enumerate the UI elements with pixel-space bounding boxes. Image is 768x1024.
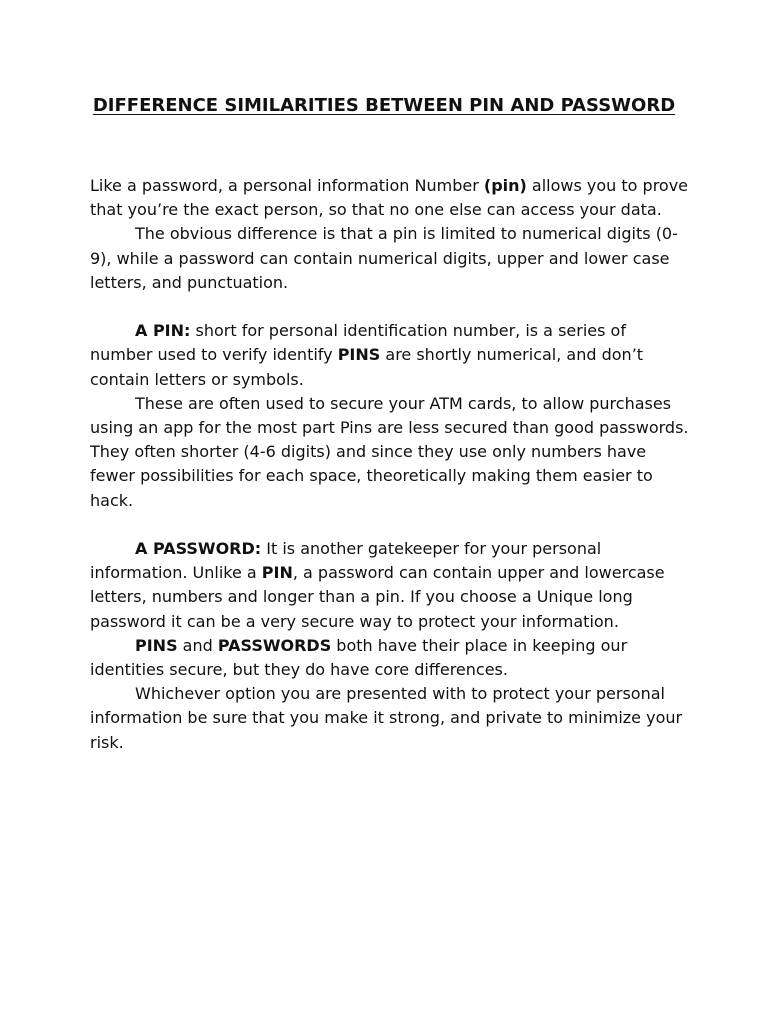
password-definition-text-2: , a password can contain upper and lowercase letters, numbers and longer than a pin. If you choose a Unique long password it can be a very secure way to protect your information. — [90, 563, 665, 631]
pin-definition-paragraph — [90, 319, 690, 392]
pin-definition-bold-pins: PINS — [337, 345, 381, 365]
password-definition-label: A PASSWORD: — [135, 539, 262, 559]
both-text-1: and — [177, 635, 218, 655]
document-body — [90, 174, 690, 755]
intro-bold-pin: (pin) — [483, 176, 527, 195]
paragraph-gap — [90, 513, 690, 537]
intro-paragraph — [90, 174, 690, 222]
both-bold-passwords: PASSWORDS — [217, 635, 332, 655]
pin-usage-paragraph: These are often used to secure your ATM cards, to allow purchases using an app for the most part Pins are less secured than good passwords. They often shorter (4-6 digits) and since they use only numbers have fewer possibilities for each space, theoretically making them easier to hack. — [90, 393, 689, 510]
password-definition-bold-pin: PIN — [261, 563, 293, 583]
pin-definition-text-2: are shortly numerical, and don’t contain letters or symbols. — [90, 345, 644, 389]
pin-definition-label: A PIN: — [135, 321, 191, 341]
paragraph-gap — [90, 295, 690, 319]
both-paragraph — [90, 634, 690, 682]
intro-text-1: Like a password, a personal information Number — [90, 176, 484, 195]
document-title: DIFFERENCE SIMILARITIES BETWEEN PIN AND PASSWORD — [92, 95, 676, 116]
both-text-2: both have their place in keeping our identities secure, but they do have core differences. — [90, 635, 628, 680]
password-definition-paragraph — [90, 537, 690, 634]
both-bold-pins: PINS — [135, 635, 178, 655]
password-definition-text-1: It is another gatekeeper for your personal information. Unlike a — [90, 539, 602, 583]
intro-text-2: allows you to prove that you’re the exact person, so that no one else can access your data. — [90, 176, 689, 220]
obvious-difference-paragraph: The obvious difference is that a pin is limited to numerical digits (0-9), while a password can contain numerical digits, upper and lower case letters, and punctuation. — [90, 224, 678, 292]
closing-paragraph: Whichever option you are presented with to protect your personal information be sure that you make it strong, and private to minimize your risk. — [90, 684, 683, 752]
pin-definition-text-1: short for personal identification number, is a series of number used to verify identify — [90, 321, 626, 365]
